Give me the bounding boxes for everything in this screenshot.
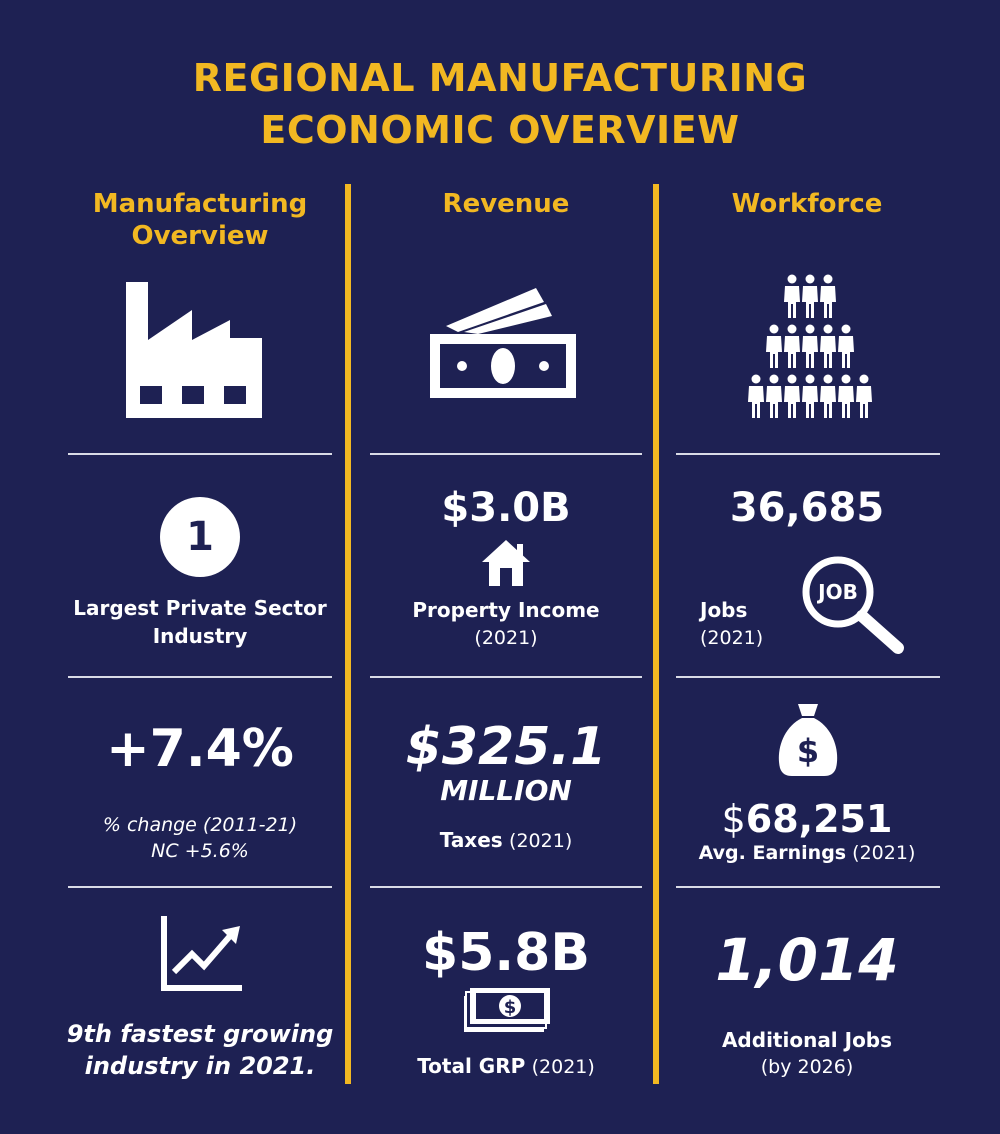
row-divider (68, 886, 332, 888)
title-line-1: REGIONAL MANUFACTURING (192, 56, 808, 100)
change-value: +7.4% (106, 719, 294, 779)
column-divider-left (345, 184, 351, 1084)
grp-value: $5.8B (422, 923, 590, 983)
manufacturing-heading-line-1: Manufacturing (92, 189, 308, 219)
property-income-label: Property Income (412, 598, 600, 622)
person-figure (802, 275, 818, 319)
job-search-icon (794, 556, 906, 656)
row-divider (370, 886, 642, 888)
growth-label-line-2: industry in 2021. (84, 1052, 316, 1080)
additional-jobs-year: (by 2026) (760, 1056, 854, 1078)
earnings-currency: $ (721, 797, 746, 841)
row-divider (676, 453, 940, 455)
money-bag-icon (776, 702, 840, 778)
money-bills-icon (428, 284, 578, 400)
row-divider (370, 676, 642, 678)
person-figure (766, 325, 782, 369)
row-divider (370, 453, 642, 455)
person-figure (856, 375, 872, 419)
growth-label (60, 1018, 340, 1082)
person-figure (784, 275, 800, 319)
person-figure (820, 325, 836, 369)
manufacturing-heading-line-2: Overview (131, 221, 269, 251)
earnings-value-line (676, 796, 938, 842)
taxes-unit: MILLION (440, 774, 572, 807)
person-figure (784, 325, 800, 369)
dollar-bills-icon (462, 986, 552, 1034)
person-figure (802, 375, 818, 419)
grp-label: Total GRP (417, 1054, 526, 1078)
change-label (60, 812, 340, 864)
additional-jobs-value: 1,014 (715, 926, 899, 994)
grp-label-line (370, 1052, 642, 1080)
person-figure (784, 375, 800, 419)
workforce-heading: Workforce (731, 189, 883, 219)
additional-jobs-label: Additional Jobs (721, 1028, 893, 1052)
svg-text:$: $ (796, 732, 820, 770)
job-search-icon-text: JOB (818, 580, 858, 604)
person-figure (820, 275, 836, 319)
row-divider (68, 453, 332, 455)
person-figure (748, 375, 764, 419)
grp-year: (2021) (531, 1056, 595, 1078)
person-figure (766, 375, 782, 419)
change-label-line-1: % change (2011-21) (102, 814, 298, 836)
manufacturing-heading (60, 188, 340, 252)
earnings-label: Avg. Earnings (698, 842, 847, 864)
rank-number: 1 (186, 514, 214, 560)
taxes-value: $325.1 (405, 717, 607, 777)
growth-chart-icon (160, 914, 244, 992)
change-label-line-2: NC +5.6% (151, 840, 249, 862)
row-divider (676, 676, 940, 678)
rank-label-line-1: Largest Private Sector (73, 596, 327, 620)
taxes-label-line (370, 826, 642, 854)
page-title (0, 52, 1000, 156)
revenue-heading: Revenue (442, 189, 570, 219)
rank-label-line-2: Industry (152, 624, 248, 648)
person-figure (802, 325, 818, 369)
person-figure (838, 375, 854, 419)
people-pyramid-icon (742, 272, 878, 424)
rank-badge (160, 497, 240, 577)
person-figure (820, 375, 836, 419)
taxes-label: Taxes (439, 828, 503, 852)
rank-label (60, 594, 340, 650)
title-line-2: ECONOMIC OVERVIEW (260, 108, 740, 152)
jobs-year: (2021) (700, 627, 764, 649)
property-income-value: $3.0B (441, 485, 571, 531)
row-divider (676, 886, 940, 888)
earnings-year: (2021) (852, 842, 916, 864)
factory-icon (124, 280, 264, 420)
jobs-label: Jobs (700, 598, 748, 622)
house-icon (480, 538, 532, 588)
svg-text:$: $ (503, 997, 517, 1018)
earnings-label-line (676, 840, 938, 866)
earnings-value: 68,251 (745, 797, 893, 841)
jobs-value: 36,685 (729, 485, 885, 531)
growth-label-line-1: 9th fastest growing (66, 1020, 334, 1048)
property-income-year: (2021) (474, 627, 538, 649)
person-figure (838, 325, 854, 369)
taxes-year: (2021) (509, 830, 573, 852)
row-divider (68, 676, 332, 678)
column-divider-right (653, 184, 659, 1084)
